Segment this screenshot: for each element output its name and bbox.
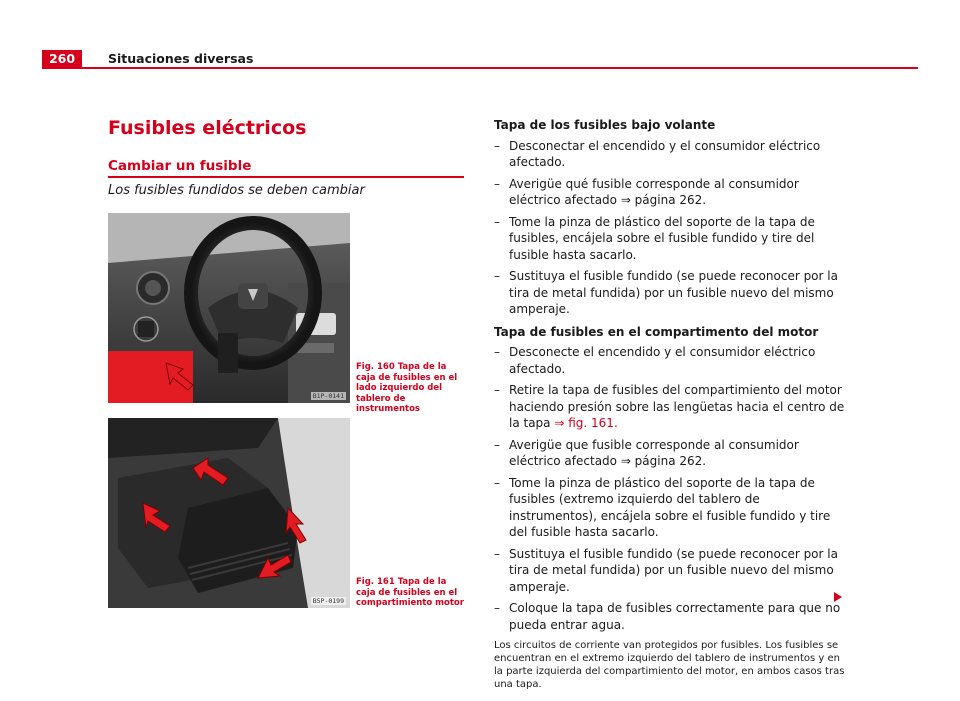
- instructions-column: [494, 117, 846, 691]
- steps-list: [494, 344, 846, 633]
- header-rule: [42, 67, 918, 69]
- step-text: Retire la tapa de fusibles del compartimiento del motor haciendo presión sobre las lengüetas hacia el centro de la tapa: [509, 383, 845, 430]
- page-number: 260: [42, 50, 82, 68]
- figure-engine-fuse-box: [108, 418, 350, 608]
- step-item: – Tome la pinza de plástico del soporte de la tapa de fusibles (extremo izquierdo del tablero de instrumentos), encájela sobre el fusible fundido y tire del fusible hasta sacarlo.: [494, 475, 846, 541]
- subsection-title: Cambiar un fusible: [108, 158, 252, 174]
- step-item: – Coloque la tapa de fusibles correctamente para que no pueda entrar agua.: [494, 600, 846, 633]
- figure-code: B1P-0141: [312, 392, 344, 400]
- figure-reference-link[interactable]: ⇒ fig. 161.: [554, 416, 618, 430]
- figure-code: B5P-0199: [312, 597, 344, 605]
- step-item: – Desconecte el encendido y el consumidor eléctrico afectado.: [494, 344, 846, 377]
- step-item: [494, 382, 846, 432]
- page-header: [42, 50, 918, 68]
- section-title: Fusibles eléctricos: [108, 117, 307, 139]
- block-heading: Tapa de fusibles en el compartimento del motor: [494, 324, 819, 339]
- block-heading: Tapa de los fusibles bajo volante: [494, 118, 716, 132]
- step-item: – Sustituya el fusible fundido (se puede reconocer por la tira de metal fundida) por un fusible nuevo del mismo amperaje.: [494, 546, 846, 596]
- figure-caption: Fig. 160 Tapa de la caja de fusibles en el lado izquierdo del tablero de instrumentos: [356, 362, 458, 414]
- step-item: – Desconectar el encendido y el consumidor eléctrico afectado.: [494, 138, 846, 171]
- step-item: – Averigüe que fusible corresponde al consumidor eléctrico afectado ⇒ página 262.: [494, 437, 846, 470]
- header-title: Situaciones diversas: [108, 51, 254, 66]
- intro-text: Los fusibles fundidos se deben cambiar: [108, 183, 365, 198]
- note-text: Los circuitos de corriente van protegidos por fusibles. Los fusibles se encuentran en el extremo izquierdo del tablero de instrumentos y en la parte izquierda del compartimiento del motor, en ambos casos tras una tapa.: [494, 640, 845, 690]
- figure-caption: Fig. 161 Tapa de la caja de fusibles en el compartimiento motor: [356, 577, 464, 608]
- steps-list: [494, 138, 846, 318]
- figure-steering-fuse-cover: [108, 213, 350, 403]
- step-item: – Sustituya el fusible fundido (se puede reconocer por la tira de metal fundida) por un fusible nuevo del mismo amperaje.: [494, 268, 846, 318]
- subsection-rule: [108, 176, 464, 178]
- step-item: – Tome la pinza de plástico del soporte de la tapa de fusibles, encájela sobre el fusible fundido y tire del fusible hasta sacarlo.: [494, 214, 846, 264]
- continue-arrow-icon: [834, 592, 842, 602]
- step-item: – Averigüe qué fusible corresponde al consumidor eléctrico afectado ⇒ página 262.: [494, 176, 846, 209]
